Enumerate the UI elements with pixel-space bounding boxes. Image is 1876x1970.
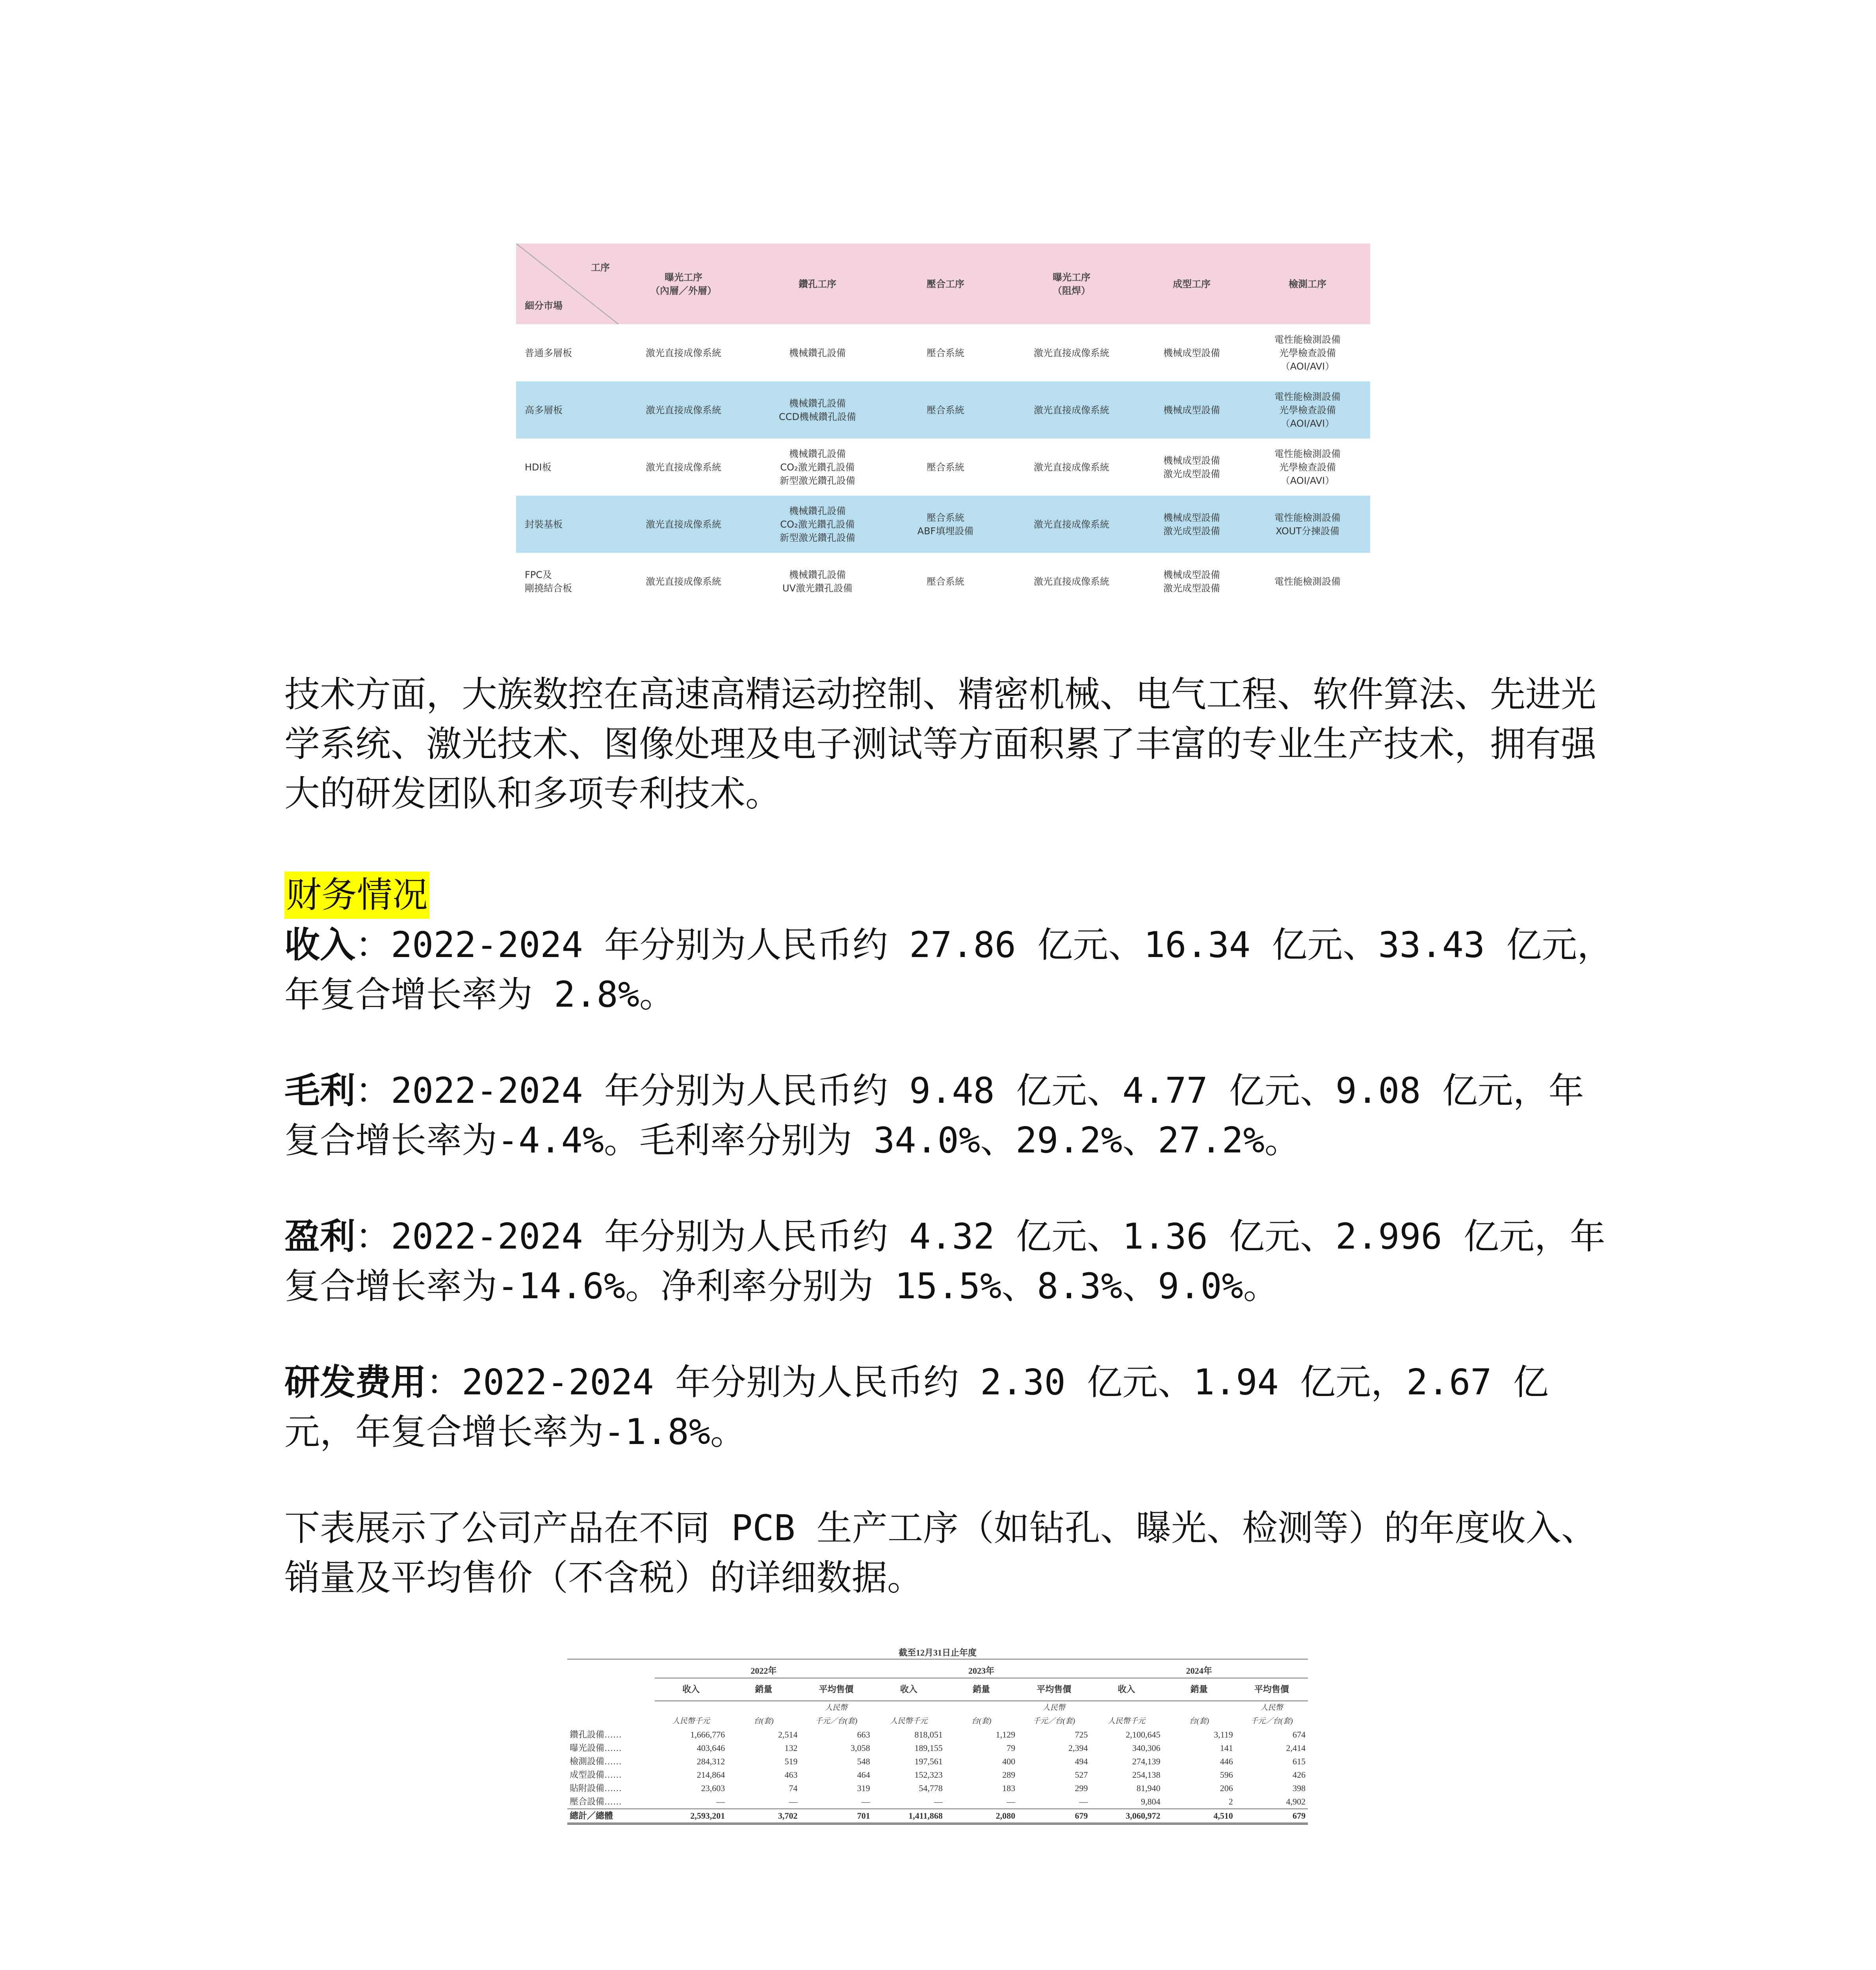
value-cell: 2,080	[945, 1809, 1018, 1824]
value-cell: 284,312	[697, 1756, 725, 1766]
value-cell: —	[789, 1797, 798, 1806]
unit-row	[567, 1715, 1308, 1728]
table-cell: 機械成型設備 激光成型設備	[1163, 512, 1220, 537]
finance-heading: 财务情况	[284, 872, 429, 919]
value-cell: 3,119	[1214, 1730, 1233, 1740]
unit-cell: 台(套)	[754, 1717, 774, 1725]
net-profit-paragraph	[284, 1212, 1616, 1311]
value-cell: 548	[857, 1756, 870, 1766]
value-cell: 74	[789, 1783, 798, 1793]
table-cell: 激光直接成像系統	[646, 461, 721, 473]
currency-row	[567, 1701, 1308, 1715]
rnd-label: 研发费用	[284, 1362, 426, 1403]
col-head: 平均售價	[800, 1678, 872, 1701]
value-cell: 464	[857, 1770, 870, 1780]
value-cell: —	[934, 1797, 943, 1806]
row-label: 貼附設備……	[570, 1783, 622, 1793]
year-header: 2023年	[873, 1664, 1090, 1678]
value-cell: 596	[1220, 1770, 1233, 1780]
table-row	[567, 1728, 1308, 1741]
value-cell: 189,155	[914, 1743, 943, 1753]
process-market-table	[516, 243, 1370, 610]
value-cell: 54,778	[919, 1783, 943, 1793]
table-cell: 壓合系統	[927, 404, 964, 416]
value-cell: 3,058	[851, 1743, 870, 1753]
column-header: 鑽孔工序	[799, 278, 836, 290]
revenue-label: 收入	[284, 924, 355, 966]
value-cell: 3,060,972	[1090, 1809, 1163, 1824]
value-cell: 319	[857, 1783, 870, 1793]
column-header: 曝光工序 （阻焊）	[1053, 271, 1090, 296]
rnd-text: ：2022-2024 年分别为人民币约 2.30 亿元、1.94 亿元，2.67 亿元，年复合增长率为-1.8%。	[284, 1362, 1549, 1453]
row-label: 總計／總體	[567, 1809, 655, 1824]
value-cell: —	[1079, 1797, 1088, 1806]
value-cell: 4,902	[1286, 1797, 1306, 1806]
market-cell: 高多層板	[525, 404, 563, 416]
value-cell: 3,702	[727, 1809, 800, 1824]
value-cell: 679	[1235, 1809, 1308, 1824]
table-cell: 激光直接成像系統	[1034, 576, 1109, 587]
table-cell: 壓合系統	[927, 576, 964, 587]
row-label: 鑽孔設備……	[570, 1730, 622, 1740]
value-cell: 1,129	[996, 1730, 1016, 1740]
value-cell: 519	[784, 1756, 798, 1766]
value-cell: 23,603	[701, 1783, 725, 1793]
row-label: 曝光設備……	[570, 1743, 622, 1753]
year-header: 2022年	[655, 1664, 873, 1678]
value-cell: 214,864	[697, 1770, 725, 1780]
gross-profit-paragraph	[284, 1066, 1616, 1165]
year-header: 2024年	[1090, 1664, 1308, 1678]
unit-cell: 人民幣千元	[890, 1717, 928, 1725]
table-cell: 電性能檢測設備 光學檢查設備 （AOI/AVI）	[1274, 334, 1341, 372]
value-cell: 299	[1075, 1783, 1088, 1793]
value-cell: 4,510	[1163, 1809, 1235, 1824]
value-cell: 340,306	[1132, 1743, 1161, 1753]
unit-cell: 人民幣	[825, 1704, 848, 1712]
column-header-row	[567, 1678, 1308, 1701]
table-row	[567, 1755, 1308, 1768]
value-cell: 132	[784, 1743, 798, 1753]
table-cell: 壓合系統	[927, 461, 964, 473]
value-cell: 9,804	[1141, 1797, 1161, 1806]
value-cell: 701	[800, 1809, 872, 1824]
tech-text: 技术方面，大族数控在高速高精运动控制、精密机械、电气工程、软件算法、先进光学系统、激光技术、图像处理及电子测试等方面积累了丰富的专业生产技术，拥有强大的研发团队和多项专利技术。	[284, 674, 1596, 814]
column-header: 曝光工序 （內層／外層）	[650, 271, 717, 296]
value-cell: 679	[1018, 1809, 1090, 1824]
table-row	[516, 439, 1370, 496]
value-cell: 725	[1075, 1730, 1088, 1740]
unit-cell: 千元／台(套)	[1033, 1717, 1075, 1725]
table-intro-text: 下表展示了公司产品在不同 PCB 生产工序（如钻孔、曝光、检测等）的年度收入、销量及平均售价（不含税）的详细数据。	[284, 1507, 1597, 1598]
unit-cell: 人民幣	[1260, 1704, 1283, 1712]
table-cell: 機械成型設備 激光成型設備	[1163, 569, 1220, 594]
revenue-paragraph	[284, 920, 1616, 1020]
value-cell: —	[716, 1797, 725, 1806]
value-cell: 79	[1007, 1743, 1016, 1753]
value-cell: 152,323	[914, 1770, 943, 1780]
col-head: 收入	[873, 1678, 945, 1701]
unit-cell: 人民幣	[1042, 1704, 1065, 1712]
table-row	[567, 1782, 1308, 1795]
column-header: 成型工序	[1173, 278, 1211, 290]
value-cell: 206	[1220, 1783, 1233, 1793]
col-head: 收入	[655, 1678, 727, 1701]
table-cell: 激光直接成像系統	[646, 404, 721, 416]
table-row	[567, 1768, 1308, 1782]
total-row	[567, 1809, 1308, 1824]
value-cell: 446	[1220, 1756, 1233, 1766]
table-cell: 機械鑽孔設備 CO₂激光鑽孔設備 新型激光鑽孔設備	[780, 448, 855, 486]
table-cell: 激光直接成像系統	[1034, 519, 1109, 530]
row-label: 成型設備……	[570, 1770, 622, 1780]
value-cell: 1,411,868	[873, 1809, 945, 1824]
col-head: 銷量	[1163, 1678, 1235, 1701]
col-head: 銷量	[945, 1678, 1018, 1701]
value-cell: 1,666,776	[690, 1730, 725, 1740]
table-cell: 機械鑽孔設備 CCD機械鑽孔設備	[779, 398, 856, 422]
table-cell: 電性能檢測設備 光學檢查設備 （AOI/AVI）	[1274, 448, 1341, 486]
unit-cell: 人民幣千元	[672, 1717, 710, 1725]
market-cell: 普通多層板	[525, 347, 572, 359]
revenue-by-product-table	[567, 1646, 1308, 1969]
unit-cell: 千元／台(套)	[1250, 1717, 1293, 1725]
profit-text: ：2022-2024 年分别为人民币约 4.32 亿元、1.36 亿元、2.996 亿元，年复合增长率为-14.6%。净利率分别为 15.5%、8.3%、9.0%。	[284, 1216, 1605, 1307]
table-corner-cell	[516, 243, 619, 324]
table-cell: 激光直接成像系統	[1034, 404, 1109, 416]
col-head: 平均售價	[1235, 1678, 1308, 1701]
value-cell: 615	[1293, 1756, 1306, 1766]
table-row	[516, 496, 1370, 553]
revenue-text: ：2022-2024 年分别为人民币约 27.86 亿元、16.34 亿元、33.43 亿元，年复合增长率为 2.8%。	[284, 924, 1613, 1015]
value-cell: —	[861, 1797, 870, 1806]
table-row	[516, 381, 1370, 439]
value-cell: 398	[1293, 1783, 1306, 1793]
col-head: 平均售價	[1018, 1678, 1090, 1701]
table-row	[516, 324, 1370, 381]
table-cell: 激光直接成像系統	[1034, 347, 1109, 359]
value-cell: 527	[1075, 1770, 1088, 1780]
value-cell: 2	[1228, 1797, 1233, 1806]
value-cell: 289	[1002, 1770, 1016, 1780]
table-cell: 電性能檢測設備	[1274, 576, 1341, 587]
table-cell: 壓合系統	[927, 347, 964, 359]
value-cell: 426	[1293, 1770, 1306, 1780]
row-label: 壓合設備……	[570, 1797, 622, 1806]
row-label: 檢測設備……	[570, 1756, 622, 1766]
value-cell: 197,561	[914, 1756, 943, 1766]
column-header: 壓合工序	[927, 278, 964, 290]
market-cell: 封裝基板	[525, 519, 563, 530]
table-row	[567, 1741, 1308, 1755]
market-cell: HDI板	[525, 461, 552, 473]
value-cell: 141	[1220, 1743, 1233, 1753]
value-cell: 663	[857, 1730, 870, 1740]
value-cell: 274,139	[1132, 1756, 1161, 1766]
table-cell: 激光直接成像系統	[646, 519, 721, 530]
table-row	[567, 1795, 1308, 1809]
corner-bottom-label: 細分市場	[525, 300, 563, 311]
column-header: 檢測工序	[1289, 278, 1326, 290]
corner-top-label: 工序	[591, 262, 610, 273]
tech-paragraph	[284, 670, 1616, 819]
table-cell: 機械鑽孔設備 UV激光鑽孔設備	[782, 569, 853, 594]
table-cell: 激光直接成像系統	[646, 576, 721, 587]
value-cell: 403,646	[697, 1743, 725, 1753]
unit-cell: 台(套)	[1189, 1717, 1209, 1725]
table-cell: 壓合系統 ABF填埋設備	[917, 512, 974, 537]
table-cell: 激光直接成像系統	[1034, 461, 1109, 473]
value-cell: 494	[1075, 1756, 1088, 1766]
value-cell: 2,100,645	[1126, 1730, 1161, 1740]
value-cell: 818,051	[914, 1730, 943, 1740]
col-head: 收入	[1090, 1678, 1163, 1701]
gross-label: 毛利	[284, 1070, 355, 1111]
table-cell: 機械成型設備 激光成型設備	[1163, 455, 1220, 479]
value-cell: 81,940	[1137, 1783, 1161, 1793]
table-intro-paragraph	[284, 1504, 1616, 1603]
table-cell: 機械鑽孔設備 CO₂激光鑽孔設備 新型激光鑽孔設備	[780, 505, 855, 543]
value-cell: —	[1007, 1797, 1016, 1806]
value-cell: 183	[1002, 1783, 1016, 1793]
value-cell: 2,394	[1068, 1743, 1088, 1753]
unit-cell: 人民幣千元	[1107, 1717, 1145, 1725]
value-cell: 400	[1002, 1756, 1016, 1766]
table-row	[516, 553, 1370, 610]
market-cell: FPC及 剛撓結合板	[525, 569, 572, 594]
profit-label: 盈利	[284, 1216, 355, 1257]
table-cell: 激光直接成像系統	[646, 347, 721, 359]
value-cell: 2,593,201	[655, 1809, 727, 1824]
value-cell: 463	[784, 1770, 798, 1780]
unit-cell: 千元／台(套)	[815, 1717, 858, 1725]
rnd-paragraph	[284, 1358, 1616, 1457]
value-cell: 674	[1293, 1730, 1306, 1740]
table-cell: 機械鑽孔設備	[789, 347, 846, 359]
gross-text: ：2022-2024 年分别为人民币约 9.48 亿元、4.77 亿元、9.08 亿元，年复合增长率为-4.4%。毛利率分别为 34.0%、29.2%、27.2%。	[284, 1070, 1584, 1161]
fin-table-title: 截至12月31日止年度	[898, 1648, 977, 1658]
table-cell: 電性能檢測設備 XOUT分揀設備	[1274, 512, 1341, 537]
table-cell: 機械成型設備	[1163, 347, 1220, 359]
value-cell: 254,138	[1132, 1770, 1161, 1780]
year-header-row	[567, 1664, 1308, 1678]
table-cell: 電性能檢測設備 光學檢查設備 （AOI/AVI）	[1274, 391, 1341, 429]
unit-cell: 台(套)	[971, 1717, 992, 1725]
col-head: 銷量	[727, 1678, 800, 1701]
table-cell: 機械成型設備	[1163, 404, 1220, 416]
value-cell: 2,414	[1286, 1743, 1306, 1753]
value-cell: 2,514	[778, 1730, 798, 1740]
